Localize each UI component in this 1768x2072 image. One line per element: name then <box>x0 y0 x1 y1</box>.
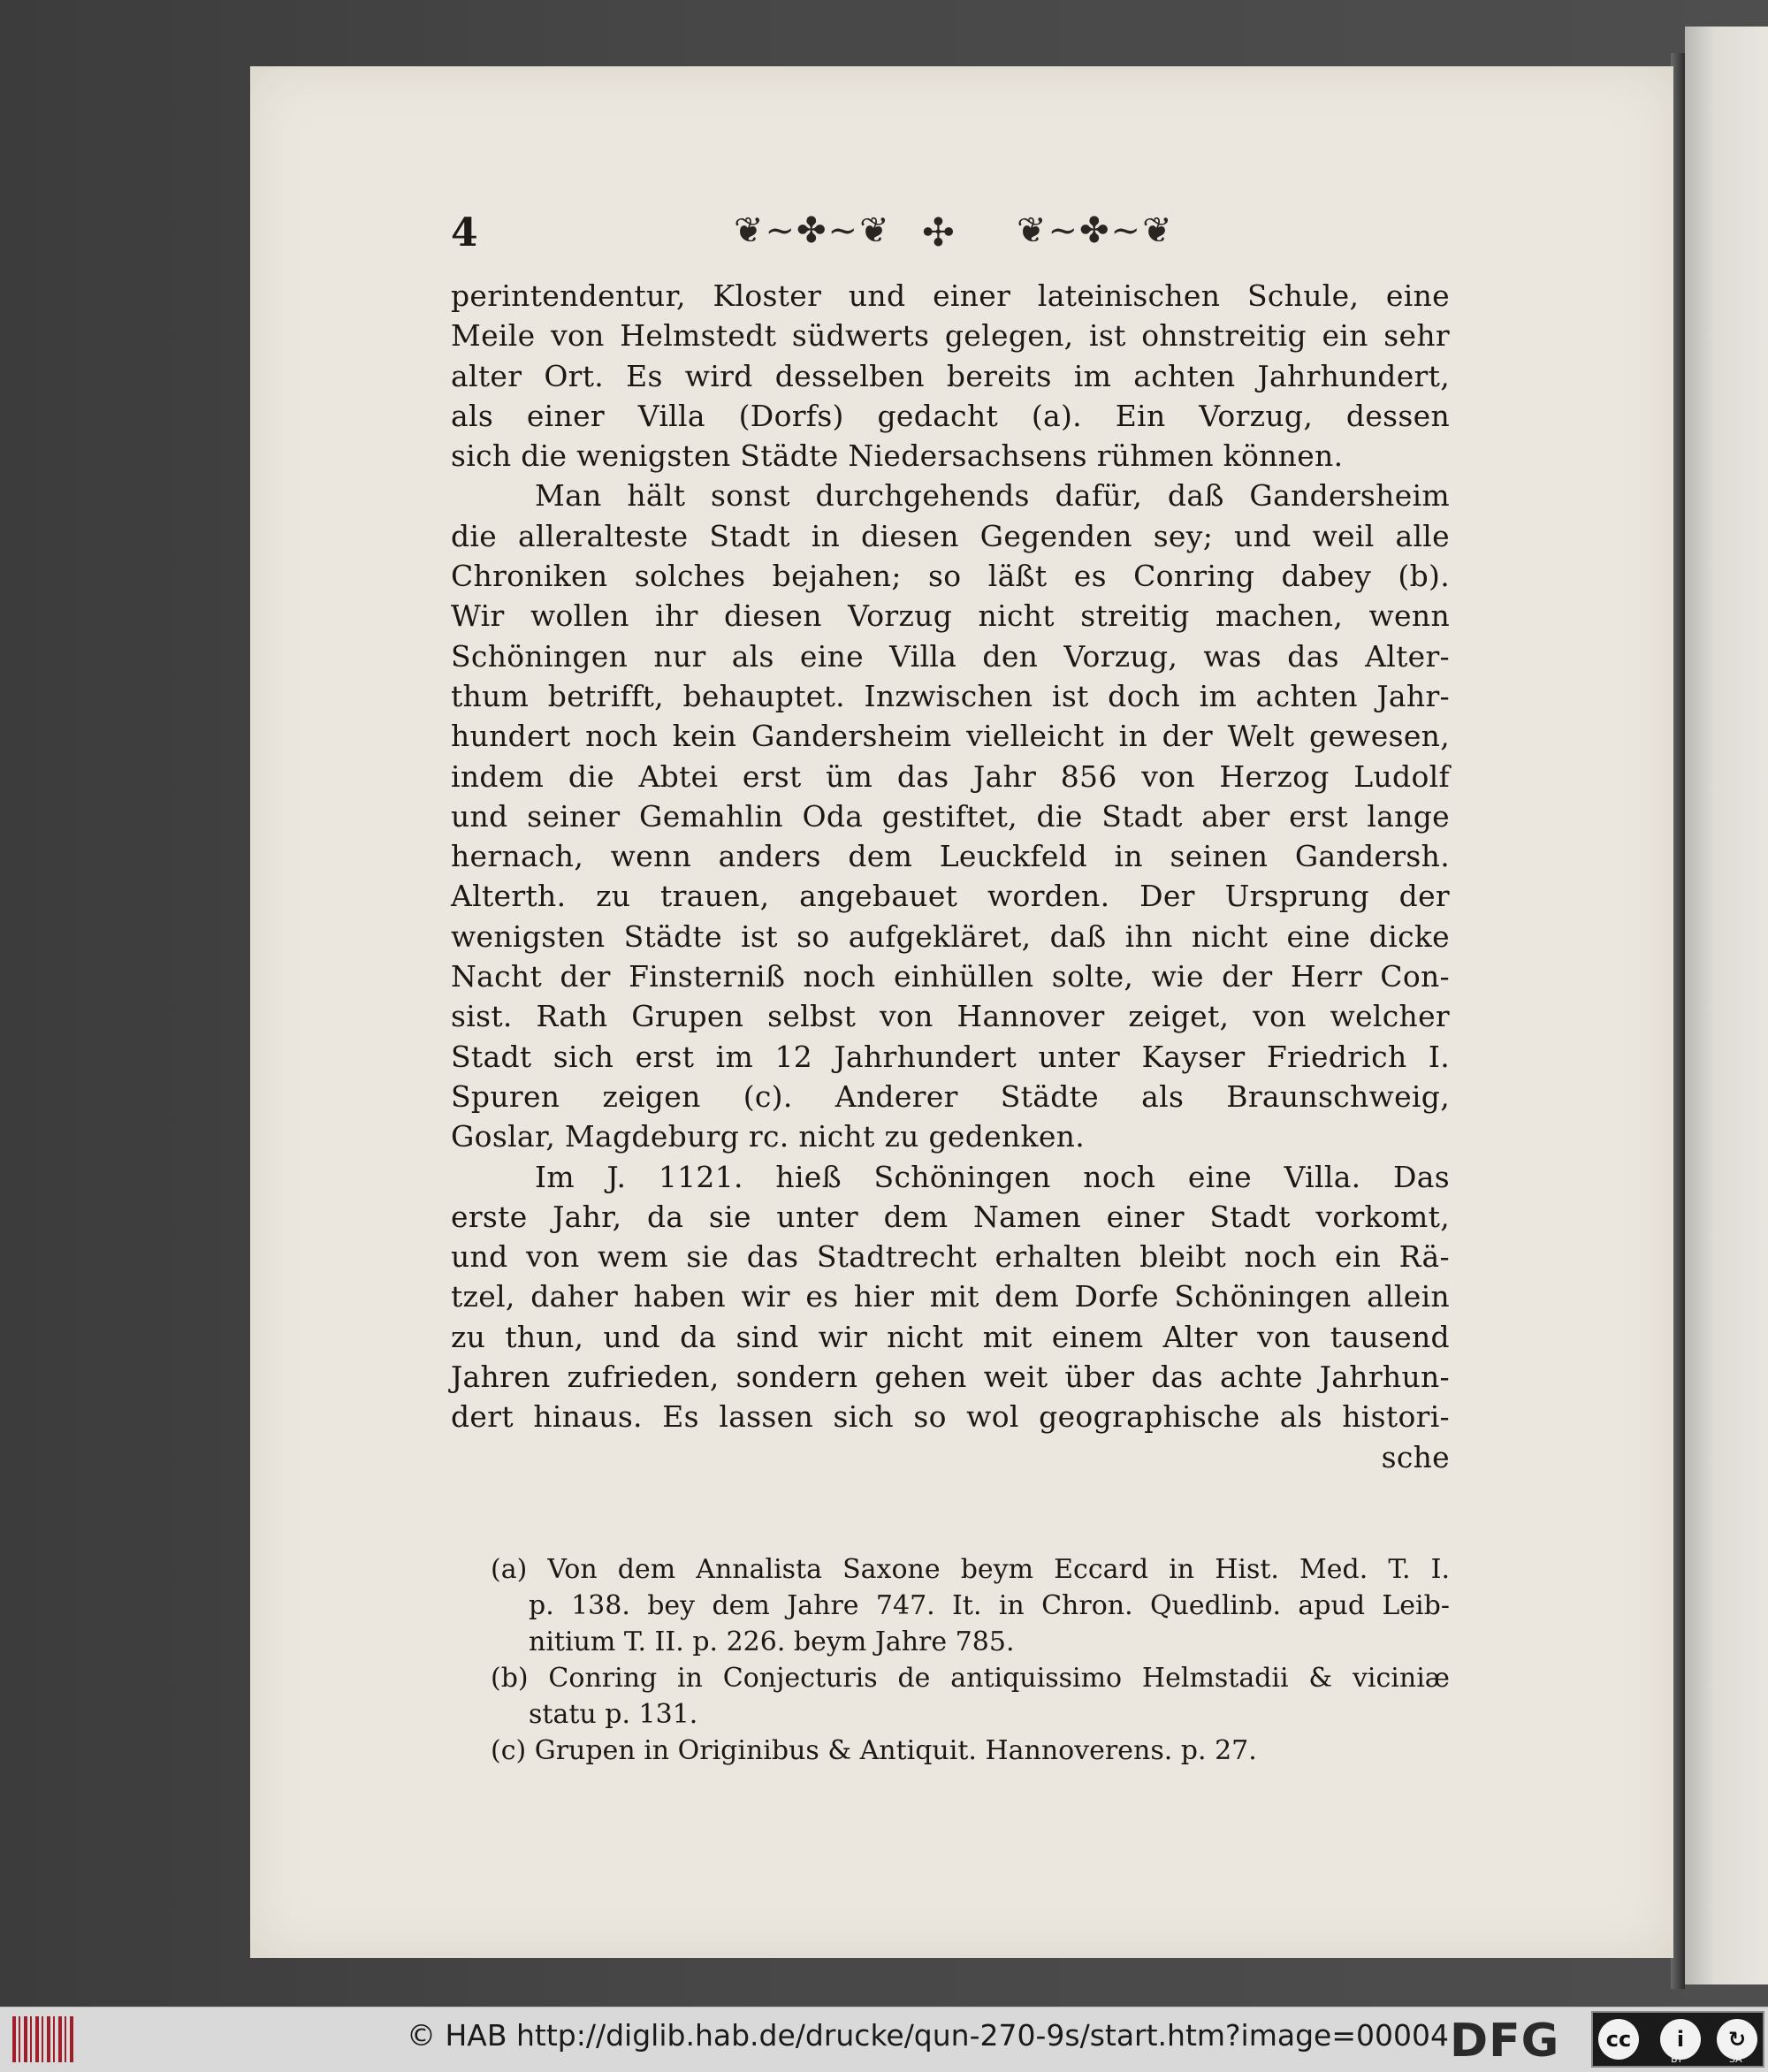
text-line: dert hinaus. Es lassen sich so wol geographische als histori- <box>451 1399 1450 1435</box>
text-line: hundert noch kein Gandersheim vielleicht in der Welt gewesen, <box>451 719 1450 754</box>
footnote-line: statu p. 131. <box>529 1699 698 1730</box>
dfg-logo[interactable]: DFG <box>1450 2015 1560 2068</box>
text-line: als einer Villa (Dorfs) gedacht (a). Ein Vorzug, dessen <box>451 398 1450 433</box>
text-line: Nacht der Finsterniß noch einhüllen solte, wie der Herr Con- <box>451 959 1450 994</box>
adjacent-page-edge <box>1685 27 1768 1984</box>
catchword: sche <box>1381 1439 1450 1474</box>
text-line: Man hält sonst durchgehends dafür, daß Gandersheim <box>535 478 1450 514</box>
text-line: Alterth. zu trauen, angebauet worden. Der Ursprung der <box>451 879 1450 914</box>
cc-license-badge[interactable] <box>1591 2011 1764 2068</box>
text-line: Spuren zeigen (c). Anderer Städte als Braunschweig, <box>451 1078 1450 1114</box>
text-line: Stadt sich erst im 12 Jahrhundert unter Kayser Friedrich I. <box>451 1039 1450 1074</box>
text-line: Im J. 1121. hieß Schöningen noch eine Villa. Das <box>535 1159 1450 1194</box>
license-sa-label: SA <box>1729 2053 1742 2065</box>
text-line: Meile von Helmstedt südwerts gelegen, ist ohnstreitig ein sehr <box>451 318 1450 354</box>
main-text <box>451 276 1450 1477</box>
share-alike-icon: ↻ <box>1717 2019 1757 2060</box>
viewer-footer <box>0 2007 1768 2072</box>
text-line: perintendentur, Kloster und einer lateinischen Schule, eine <box>451 278 1450 313</box>
text-line: tzel, daher haben wir es hier mit dem Dorfe Schöningen allein <box>451 1279 1450 1314</box>
footnote-line: (a) Von dem Annalista Saxone beym Eccard in Hist. Med. T. I. <box>491 1554 1450 1585</box>
text-line: wenigsten Städte ist so aufgekläret, daß ihn nicht eine dicke <box>451 918 1450 954</box>
license-by-label: BY <box>1671 2053 1683 2065</box>
footnote-line: (b) Conring in Conjecturis de antiquissimo Helmstadii & viciniæ <box>491 1663 1450 1694</box>
text-line: Wir wollen ihr diesen Vorzug nicht streitig machen, wenn <box>451 598 1450 634</box>
footnotes <box>491 1551 1450 1769</box>
text-line: hernach, wenn anders dem Leuckfeld in seinen Gandersh. <box>451 839 1450 874</box>
cc-icon: cc <box>1598 2019 1639 2060</box>
barcode-icon <box>12 2016 74 2062</box>
footnote-line: nitium T. II. p. 226. beym Jahre 785. <box>529 1626 1015 1657</box>
footnote-line: p. 138. bey dem Jahre 747. It. in Chron. Quedlinb. apud Leib- <box>529 1590 1450 1621</box>
attribution-icon: i <box>1660 2019 1701 2060</box>
text-line: indem die Abtei erst üm das Jahr 856 von Herzog Ludolf <box>451 758 1450 794</box>
page-number: 4 <box>451 210 478 255</box>
text-line: Chroniken solches bejahen; so läßt es Conring dabey (b). <box>451 559 1450 594</box>
source-link[interactable]: © HAB http://diglib.hab.de/drucke/qun-270-9s/start.htm?image=00004 <box>407 2018 1449 2053</box>
text-line: sich die wenigsten Städte Niedersachsens rühmen können. <box>451 438 1344 474</box>
text-line: zu thun, und da sind wir nicht mit einem Alter von tausend <box>451 1319 1450 1354</box>
page-header <box>451 210 1450 263</box>
ornament-center-icon: ✣ <box>922 210 956 255</box>
ornament-right-icon: ❦~✤~❦ <box>1017 210 1174 251</box>
text-line: thum betrifft, behauptet. Inzwischen ist doch im achten Jahr- <box>451 678 1450 713</box>
ornament-left-icon: ❦~✤~❦ <box>734 210 891 251</box>
text-line: Schöningen nur als eine Villa den Vorzug, was das Alter- <box>451 638 1450 674</box>
footnote-line: (c) Grupen in Originibus & Antiquit. Hannoverens. p. 27. <box>491 1735 1257 1766</box>
text-line: Goslar, Magdeburg rc. nicht zu gedenken. <box>451 1119 1086 1154</box>
text-line: erste Jahr, da sie unter dem Namen einer Stadt vorkomt, <box>451 1199 1450 1234</box>
text-line: alter Ort. Es wird desselben bereits im achten Jahrhundert, <box>451 358 1450 393</box>
text-line: sist. Rath Grupen selbst von Hannover zeiget, von welcher <box>451 999 1450 1034</box>
text-line: die alleralteste Stadt in diesen Gegenden sey; und weil alle <box>451 518 1450 553</box>
text-line: und seiner Gemahlin Oda gestiftet, die Stadt aber erst lange <box>451 798 1450 834</box>
text-line: Jahren zufrieden, sondern gehen weit über das achte Jahrhun- <box>451 1360 1450 1395</box>
text-line: und von wem sie das Stadtrecht erhalten bleibt noch ein Rä- <box>451 1239 1450 1275</box>
